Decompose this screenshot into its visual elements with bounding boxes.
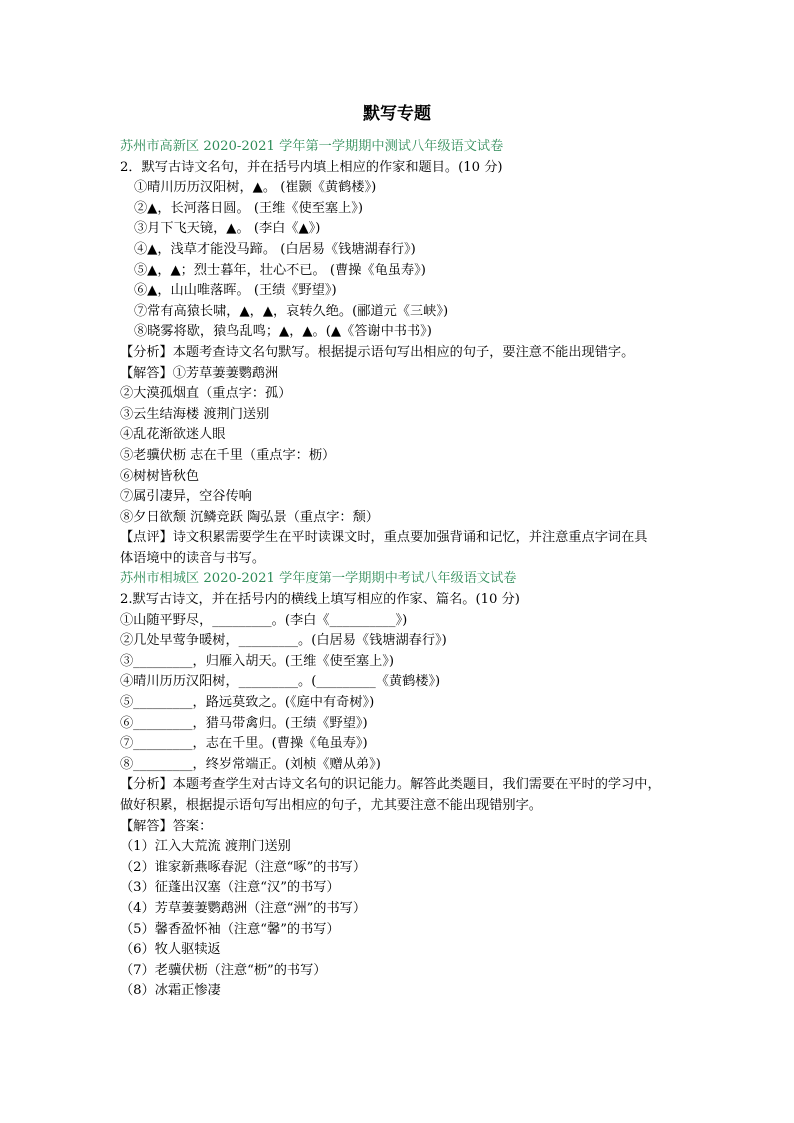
section2-source: 苏州市相城区 2020-2021 学年度第一学期期中考试八年级语文试卷 bbox=[120, 571, 517, 587]
section1-source: 苏州市高新区 2020-2021 学年第一学期期中测试八年级语文试卷 bbox=[120, 139, 504, 154]
section1-item: ④▲，浅草才能没马蹄。 (白居易《钱塘湖春行》) bbox=[134, 241, 416, 257]
section1-item: ⑥▲，山山唯落晖。 (王绩《野望》) bbox=[134, 283, 337, 299]
section1-answer: ⑧夕日欲颓 沉鳞竞跃 陶弘景（重点字：颓） bbox=[120, 509, 379, 525]
section2-analysis: 【分析】本题考查学生对古诗文名句的识记能力。解答此类题目，我们需要在平时的学习中， bbox=[120, 777, 661, 793]
section2-item: ⑧_________，终岁常端正。(刘桢《赠从弟》) bbox=[120, 756, 381, 772]
section1-answer: ③云生结海楼 渡荆门送别 bbox=[120, 406, 270, 422]
section1-item: ⑧晓雾将歇，猿鸟乱鸣；▲，▲。(▲《答谢中书书》) bbox=[134, 324, 432, 340]
section1-comment: 体语境中的读音与书写。 bbox=[120, 550, 266, 566]
section2-answer: （5）馨香盈怀袖（注意“馨”的书写） bbox=[120, 921, 340, 937]
section2-answer: （3）征蓬出汉塞（注意“汉”的书写） bbox=[120, 880, 340, 896]
section1-item: ⑤▲，▲；烈士暮年，壮心不已。 (曹操《龟虽寿》) bbox=[134, 262, 426, 278]
section1-item: ②▲，长河落日圆。 (王维《使至塞上》) bbox=[134, 200, 364, 216]
section1-answer: ⑦属引凄异，空谷传响 bbox=[120, 489, 252, 505]
section2-item: ⑤_________，路远莫致之。(《庭中有奇树》) bbox=[120, 695, 375, 711]
section1-item: ①晴川历历汉阳树，▲。 (崔颢《黄鹤楼》) bbox=[134, 180, 377, 196]
section2-answer: （1）江入大荒流 渡荆门送别 bbox=[120, 839, 291, 855]
section2-analysis: 做好积累，根据提示语句写出相应的句子，尤其要注意不能出现错别字。 bbox=[120, 798, 542, 813]
section1-answer: ④乱花渐欲迷人眼 bbox=[120, 427, 226, 443]
section1-comment: 【点评】诗文积累需要学生在平时读课文时，重点要加强背诵和记忆，并注意重点字词在具 bbox=[120, 530, 648, 546]
section2-answer: （2）谁家新燕啄春泥（注意“啄”的书写） bbox=[120, 859, 367, 875]
section2-item: ④晴川历历汉阳树，_________。(_________《黄鹤楼》) bbox=[120, 674, 441, 690]
section2-question: 2.默写古诗文，并在括号内的横线上填写相应的作家、篇名。(10 分) bbox=[120, 592, 520, 608]
section2-answer: （8）冰霜正惨凄 bbox=[120, 983, 221, 999]
section1-analysis: 【分析】本题考查诗文名句默写。根据提示语句写出相应的句子，要注意不能出现错字。 bbox=[120, 344, 635, 360]
section1-item: ⑦常有高猿长啸，▲，▲，哀转久绝。(郦道元《三峡》) bbox=[134, 303, 449, 319]
section2-item: ③_________，归雁入胡天。(王维《使至塞上》) bbox=[120, 653, 395, 669]
section1-answer: ②大漠孤烟直（重点字：孤） bbox=[120, 386, 292, 402]
section1-answer: ⑥树树皆秋色 bbox=[120, 468, 200, 484]
section2-item: ⑦_________，志在千里。(曹操《龟虽寿》) bbox=[120, 736, 368, 752]
section1-answer: ⑤老骥伏枥 志在千里（重点字：枥） bbox=[120, 447, 336, 463]
section1-answer: 【解答】①芳草萋萋鹦鹉洲 bbox=[120, 365, 279, 381]
content bbox=[120, 137, 700, 1002]
page-title: 默写专题 bbox=[363, 104, 431, 124]
section2-answer: （6）牧人驱犊返 bbox=[120, 942, 221, 958]
section2-answer: （4）芳草萋萋鹦鹉洲（注意“洲”的书写） bbox=[120, 900, 367, 916]
section2-answer: （7）老骥伏枥（注意“枥”的书写） bbox=[120, 962, 327, 978]
section1-question: 2．默写古诗文名句，并在括号内填上相应的作家和题目。(10 分) bbox=[120, 159, 503, 175]
section2-item: ①山随平野尽，_________。(李白《__________》) bbox=[120, 612, 408, 628]
section1-item: ③月下飞天镜，▲。 (李白《▲》) bbox=[134, 221, 321, 237]
section2-item: ⑥_________，猎马带禽归。(王绩《野望》) bbox=[120, 715, 368, 731]
section2-item: ②几处早莺争暖树，_________。(白居易《钱塘湖春行》) bbox=[120, 633, 447, 649]
section2-answer-head: 【解答】答案： bbox=[120, 818, 213, 834]
